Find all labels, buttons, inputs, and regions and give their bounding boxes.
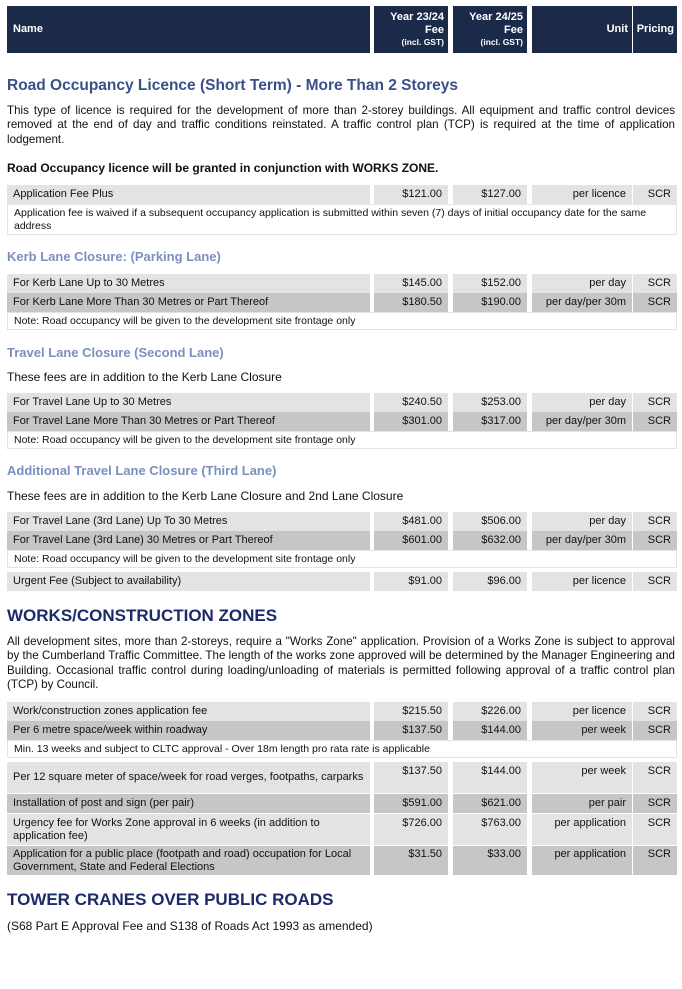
fee-name: For Kerb Lane More Than 30 Metres or Part Thereof xyxy=(7,293,370,312)
fee-year-2324: $301.00 xyxy=(374,412,448,431)
fee-name: For Travel Lane (3rd Lane) 30 Metres or Part Thereof xyxy=(7,531,370,550)
fee-year-2425: $144.00 xyxy=(453,762,527,793)
fee-year-2425: $763.00 xyxy=(453,814,527,845)
fee-name: For Kerb Lane Up to 30 Metres xyxy=(7,274,370,293)
fee-note: Application fee is waived if a subsequent occupancy application is submitted within seven (7) days of initial occupancy date for the same address xyxy=(7,204,677,235)
fee-row xyxy=(7,572,677,591)
fee-row xyxy=(7,762,677,793)
fee-unit: per week xyxy=(532,762,632,793)
fee-name: Urgency fee for Works Zone approval in 6 weeks (in addition to application fee) xyxy=(7,814,370,845)
fee-unit: per day xyxy=(532,274,632,293)
fee-row xyxy=(7,721,677,740)
fee-unit: per application xyxy=(532,814,632,845)
fee-unit: per day xyxy=(532,512,632,531)
fee-year-2425: $226.00 xyxy=(453,702,527,721)
header-year-2324: Year 23/24 Fee (incl. GST) xyxy=(374,6,448,53)
fee-unit: per pair xyxy=(532,794,632,813)
fee-pricing: SCR xyxy=(633,814,677,845)
fee-note: Note: Road occupancy will be given to the development site frontage only xyxy=(7,431,677,449)
fee-pricing: SCR xyxy=(633,721,677,740)
fee-pricing: SCR xyxy=(633,531,677,550)
section-title-road-occupancy: Road Occupancy Licence (Short Term) - More Than 2 Storeys xyxy=(7,77,459,94)
fee-pricing: SCR xyxy=(633,293,677,312)
fee-name: Application for a public place (footpath and road) occupation for Local Government, State and Federal Elections xyxy=(7,846,370,875)
fee-year-2324: $180.50 xyxy=(374,293,448,312)
fee-unit: per day/per 30m xyxy=(532,531,632,550)
fee-year-2324: $601.00 xyxy=(374,531,448,550)
fee-unit: per licence xyxy=(532,572,632,591)
fee-row xyxy=(7,185,677,204)
fee-name: For Travel Lane (3rd Lane) Up To 30 Metres xyxy=(7,512,370,531)
fee-unit: per application xyxy=(532,846,632,875)
fee-pricing: SCR xyxy=(633,702,677,721)
fee-year-2425: $506.00 xyxy=(453,512,527,531)
fee-pricing: SCR xyxy=(633,794,677,813)
fee-name: Application Fee Plus xyxy=(7,185,370,204)
fee-pricing: SCR xyxy=(633,185,677,204)
fee-row xyxy=(7,412,677,431)
fee-year-2425: $317.00 xyxy=(453,412,527,431)
fee-name: Work/construction zones application fee xyxy=(7,702,370,721)
fee-row xyxy=(7,814,677,845)
fee-unit: per day xyxy=(532,393,632,412)
fee-name: For Travel Lane Up to 30 Metres xyxy=(7,393,370,412)
fee-year-2324: $137.50 xyxy=(374,721,448,740)
fee-year-2324: $591.00 xyxy=(374,794,448,813)
fee-year-2425: $33.00 xyxy=(453,846,527,875)
fee-year-2425: $96.00 xyxy=(453,572,527,591)
fee-year-2324: $726.00 xyxy=(374,814,448,845)
fee-year-2425: $127.00 xyxy=(453,185,527,204)
fee-year-2324: $145.00 xyxy=(374,274,448,293)
section-title-travel-lane: Travel Lane Closure (Second Lane) xyxy=(7,345,224,360)
fee-year-2324: $91.00 xyxy=(374,572,448,591)
fee-row xyxy=(7,794,677,813)
fee-note: Min. 13 weeks and subject to CLTC approval - Over 18m length pro rata rate is applicable xyxy=(7,740,677,758)
section-title-works-zones: WORKS/CONSTRUCTION ZONES xyxy=(7,606,278,625)
header-name: Name xyxy=(7,6,370,53)
section-description: These fees are in addition to the Kerb Lane Closure and 2nd Lane Closure xyxy=(7,489,404,503)
fee-pricing: SCR xyxy=(633,274,677,293)
fee-row xyxy=(7,702,677,721)
notice-works-zone: Road Occupancy licence will be granted in conjunction with WORKS ZONE. xyxy=(7,161,439,175)
fee-note: Note: Road occupancy will be given to the development site frontage only xyxy=(7,550,677,568)
section-title-tower-cranes: TOWER CRANES OVER PUBLIC ROADS xyxy=(7,890,334,909)
section-title-third-lane: Additional Travel Lane Closure (Third Lane) xyxy=(7,463,277,478)
section-title-kerb-lane: Kerb Lane Closure: (Parking Lane) xyxy=(7,249,221,264)
fee-row xyxy=(7,512,677,531)
fee-row xyxy=(7,293,677,312)
fee-unit: per licence xyxy=(532,702,632,721)
fee-unit: per licence xyxy=(532,185,632,204)
fee-name: Per 12 square meter of space/week for road verges, footpaths, carparks xyxy=(7,762,370,793)
fee-row xyxy=(7,531,677,550)
fee-unit: per week xyxy=(532,721,632,740)
fee-year-2324: $121.00 xyxy=(374,185,448,204)
fee-row xyxy=(7,274,677,293)
fee-pricing: SCR xyxy=(633,412,677,431)
fee-name: Per 6 metre space/week within roadway xyxy=(7,721,370,740)
fee-name: For Travel Lane More Than 30 Metres or Part Thereof xyxy=(7,412,370,431)
fee-row xyxy=(7,393,677,412)
section-description: (S68 Part E Approval Fee and S138 of Roads Act 1993 as amended) xyxy=(7,919,373,933)
fee-pricing: SCR xyxy=(633,572,677,591)
fee-year-2425: $253.00 xyxy=(453,393,527,412)
fee-year-2425: $632.00 xyxy=(453,531,527,550)
header-pricing: Pricing xyxy=(633,6,677,53)
fee-year-2324: $137.50 xyxy=(374,762,448,793)
fee-year-2324: $481.00 xyxy=(374,512,448,531)
fee-pricing: SCR xyxy=(633,393,677,412)
section-description: These fees are in addition to the Kerb Lane Closure xyxy=(7,370,282,384)
fee-year-2324: $215.50 xyxy=(374,702,448,721)
section-description: All development sites, more than 2-storeys, require a "Works Zone" application. Provision of a Works Zone is subject to approval by the Cumberland Traffic Committee. The length of the works zone approved will be determined by the Manager Engineering and Building. Occasional traffic control during loading/unloading of materials is permitted following approval of a traffic control plan (TCP) by Council. xyxy=(7,635,675,692)
fee-note: Note: Road occupancy will be given to the development site frontage only xyxy=(7,312,677,330)
fee-year-2324: $240.50 xyxy=(374,393,448,412)
fee-year-2425: $144.00 xyxy=(453,721,527,740)
fee-unit: per day/per 30m xyxy=(532,293,632,312)
fee-pricing: SCR xyxy=(633,512,677,531)
header-unit: Unit xyxy=(532,6,632,53)
fee-year-2425: $621.00 xyxy=(453,794,527,813)
header-year-2425: Year 24/25 Fee (incl. GST) xyxy=(453,6,527,53)
fee-name: Urgent Fee (Subject to availability) xyxy=(7,572,370,591)
fee-pricing: SCR xyxy=(633,846,677,875)
fee-year-2425: $152.00 xyxy=(453,274,527,293)
fee-year-2324: $31.50 xyxy=(374,846,448,875)
fee-year-2425: $190.00 xyxy=(453,293,527,312)
section-description: This type of licence is required for the development of more than 2-storey buildings. All equipment and traffic control devices removed at the end of day and traffic conditions reinstated. A traffic control plan (TCP) is required at the time of application lodgement. xyxy=(7,104,675,146)
fee-row xyxy=(7,846,677,875)
fee-name: Installation of post and sign (per pair) xyxy=(7,794,370,813)
fee-pricing: SCR xyxy=(633,762,677,793)
fee-unit: per day/per 30m xyxy=(532,412,632,431)
